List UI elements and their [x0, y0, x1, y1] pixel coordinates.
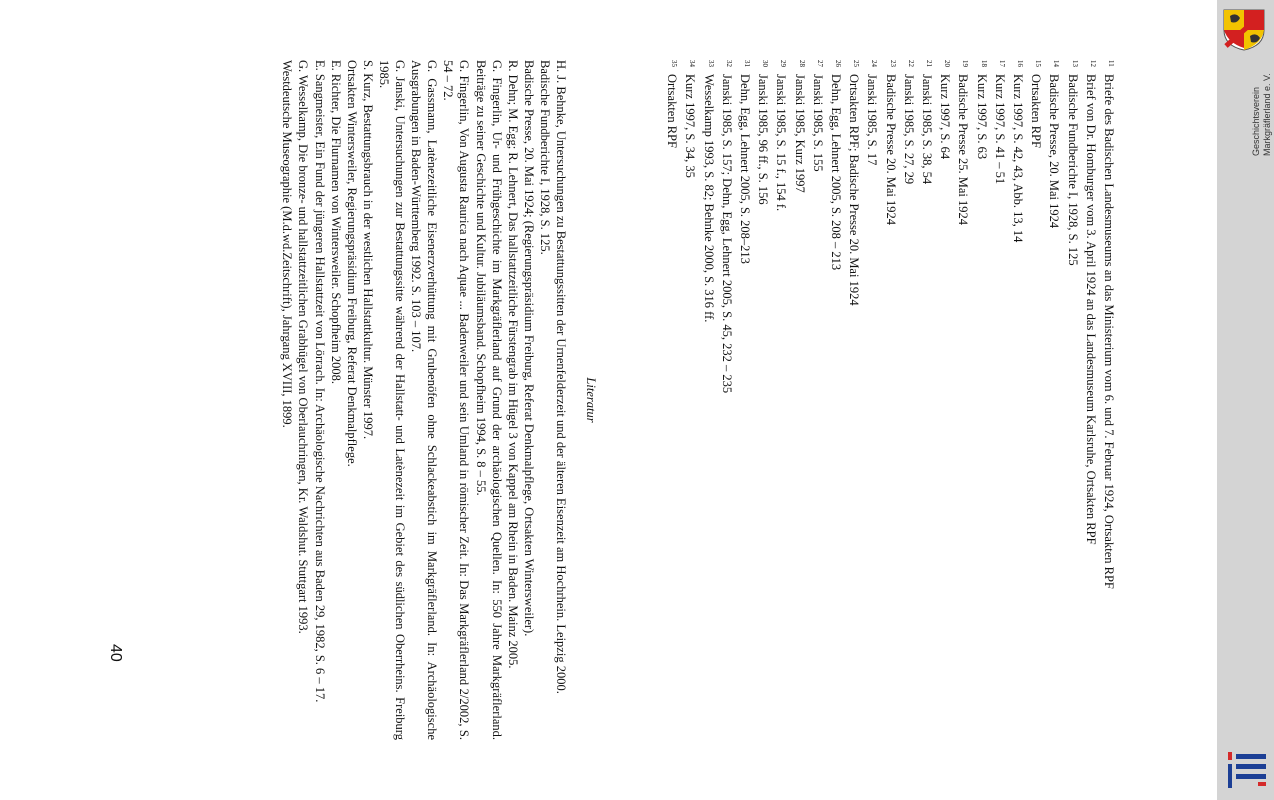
footnote-item — [937, 60, 955, 740]
footnote-number: 31 — [742, 60, 751, 67]
society-name — [1251, 0, 1273, 156]
footnote-item — [828, 60, 846, 740]
footnote-text: Wesselkamp 1993, S. 82; Behnke 2000, S. 316 ff. — [701, 74, 716, 323]
footnote-number: 29 — [779, 60, 788, 67]
footnote-number: 22 — [906, 60, 915, 67]
footnote-text: Janski 1985, S. 17 — [865, 74, 880, 166]
footnote-text: Ortsakten RPF — [1029, 74, 1044, 148]
footnote-number: 11 — [1107, 60, 1115, 67]
footnote-number: 14 — [1052, 60, 1061, 67]
footnote-item — [1028, 60, 1046, 740]
footnote-text: Janski 1985, S. 157; Dehn, Egg, Lehnert 2005, S. 45, 232 – 235 — [719, 74, 734, 394]
footnote-text: Badische Presse, 20. Mai 1924 — [1047, 74, 1062, 229]
footnote-item — [791, 60, 809, 740]
footnote-item — [719, 60, 737, 740]
footnote-number: 16 — [1015, 60, 1024, 67]
page-number: 40 — [107, 644, 124, 662]
footnote-number: 24 — [870, 60, 879, 67]
footnote-number: 21 — [924, 60, 933, 67]
footnote-text: Kurz 1997, S. 34, 35 — [683, 74, 698, 178]
literature-entry: G. Fingerlin, Von Augusta Raurica nach Aquae ... Badenweiler und sein Umland in römischer Zeit. In: Das Markgräflerland 2/2002, S. 54 – 72. — [441, 60, 472, 740]
footnote-text: Janski 1985, Kurz 1997 — [792, 74, 807, 193]
footnote-text: Kurz 1997, S. 41 – 51 — [992, 74, 1007, 185]
footnote-number: 28 — [797, 60, 806, 67]
footnote-number: 30 — [761, 60, 770, 67]
footnote-text: Dehn, Egg, Lehnert 2005, S. 208 – 213 — [828, 74, 843, 271]
footnote-item — [664, 60, 682, 740]
literature-entry: G. Fingerlin, Ur- und Frühgeschichte im Markgräflerland auf Grund der archäologischen Quellen. In: 550 Jahre Markgräflerland. Beiträge zu seiner Geschichte und Kultur. Jubiläumsband. Schopfheim 1994, S. 8 – 55. — [473, 60, 504, 740]
footnote-number: 15 — [1034, 60, 1043, 67]
footnote-item — [1064, 60, 1082, 740]
literature-entry: Ortsakten Wintersweiler, Regierungspräsidium Freiburg, Referat Denkmalpflege. — [344, 60, 359, 467]
footnote-number: 33 — [706, 60, 715, 67]
footnote-text: Kurz 1997, S. 63 — [974, 74, 989, 160]
footnote-item — [919, 60, 937, 740]
footnote-number: 17 — [997, 60, 1006, 67]
footnote-item — [882, 60, 900, 740]
footnote-text: Briefe des Badischen Landesmuseums an das Ministerium vom 6. und 7. Februar 1924, Ortsakten RPF — [1102, 74, 1116, 589]
footnote-number: 25 — [852, 60, 861, 67]
footnote-number: 27 — [815, 60, 824, 67]
footnote-item — [755, 60, 773, 740]
page-content — [107, 60, 1116, 740]
footnote-text: Janski 1985, S. 15 f., 154 f. — [774, 74, 789, 212]
footnote-text: Ortsakten RPF — [665, 74, 680, 148]
footnote-item — [1046, 60, 1064, 740]
footnote-item — [700, 60, 718, 740]
literature-entry: G. Wesselkamp, Die bronze- und hallstattzeitlichen Grabhügel von Oberlauchringen, Kr. Waldshut. Stuttgart 1993. — [296, 60, 311, 634]
literature-entry: Badische Fundberichte I, 1928, S. 125. — [537, 60, 552, 255]
footnote-text: Janski 1985, S. 155 — [810, 74, 825, 172]
footnote-number: 32 — [724, 60, 733, 67]
footnote-item — [901, 60, 919, 740]
literature-entry: Badische Presse, 20. Mai 1924; (Regierungspräsidium Freiburg, Referat Denkmalpflege, Ortsakten Wintersweiler). — [521, 60, 536, 637]
footnote-number: 26 — [833, 60, 842, 67]
footnote-text: Badische Presse 20. Mai 1924 — [883, 74, 898, 226]
footnote-item — [973, 60, 991, 740]
footnote-number: 34 — [688, 60, 697, 67]
literature-entry: R. Dehn; M. Egg; R. Lehnert, Das hallstattzeitliche Fürstengrab im Hügel 3 von Kappel am Rhein in Baden. Mainz 2005. — [505, 60, 520, 669]
literature-entry: G. Gassmann, Latènezeitliche Eisenerzverhüttung mit Grubenöfen ohne Schlackeabstich im Markgräflerland. In: Archäologische Ausgrabungen in Baden-Württemberg 1992. S. 103 – 107. — [409, 60, 440, 740]
footnote-item — [737, 60, 755, 740]
footnote-item — [992, 60, 1010, 740]
footnote-text: Brief von Dr. Homburger vom 3. April 1924 an das Landesmuseum Karlsruhe, Ortsakten RPF — [1083, 74, 1098, 545]
literature-entry: Westdeutsche Museographie (M.d.wd.Zeitschrift), Jahrgang XVIII, 1899. — [280, 60, 295, 428]
footnote-item — [864, 60, 882, 740]
footnote-list — [664, 60, 1119, 740]
footnote-number: 23 — [888, 60, 897, 67]
literature-entry: G. Janski, Untersuchungen zur Bestattungssitte während der Hallstatt- und Latènezeit im Gebiet des südlichen Oberrheins. Freiburg 1985. — [376, 60, 408, 740]
literature-entry: S. Kurz, Bestattungsbrauch in der westlichen Hallstattkultur. Münster 1997. — [360, 60, 375, 440]
footnote-text: Janski 1985, S. 38, 54 — [919, 74, 934, 185]
footnote-text: Janski 1985, S. 27, 29 — [901, 74, 916, 185]
footnote-item — [810, 60, 828, 740]
literature-list — [279, 60, 569, 740]
footnote-number: 13 — [1070, 60, 1079, 67]
society-name-line1: Geschichtsverein — [1251, 86, 1261, 156]
footnote-number: 35 — [670, 60, 679, 67]
footnote-item — [682, 60, 700, 740]
footnote-number: 12 — [1088, 60, 1097, 67]
footnote-text: Dehn, Egg, Lehnert 2005, S. 208–213 — [737, 74, 752, 264]
literature-entry: E. Sangmeister, Ein Fund der jüngeren Hallstattzeit von Lörrach. In: Archäologische Nachrichten aus Baden 29, 1982, S. 6 – 17. — [312, 60, 327, 703]
footnote-item — [1101, 60, 1119, 740]
footnote-item — [773, 60, 791, 740]
footnote-item — [1083, 60, 1101, 740]
footnote-text: Badische Fundberichte I, 1928, S. 125 — [1065, 74, 1080, 266]
footnote-text: Ortsakten RPF; Badische Presse 20. Mai 1924 — [847, 74, 862, 306]
society-name-line2: Markgräflerland e. V. — [1262, 73, 1272, 156]
literature-entry: H. J. Behnke, Untersuchungen zu Bestattungssitten der Urnenfelderzeit und der älteren Eisenzeit am Hochrhein. Leipzig 2000. — [554, 60, 568, 694]
university-library-logo-icon[interactable] — [1222, 748, 1270, 792]
footnote-text: Badische Presse 25. Mai 1924 — [956, 74, 971, 226]
literature-entry: E. Richter, Die Flurnamen von Wintersweiler. Schopfheim 2008. — [328, 60, 343, 385]
footnote-number: 18 — [979, 60, 988, 67]
footnote-item — [846, 60, 864, 740]
footnote-item — [1010, 60, 1028, 740]
footnote-text: Kurz 1997, S. 42, 43, Abb. 13, 14 — [1010, 74, 1025, 243]
literature-heading: Literatur — [584, 377, 598, 423]
footnote-number: 19 — [961, 60, 970, 67]
footnote-text: Kurz 1997, S. 64 — [938, 74, 953, 160]
footnote-number: 20 — [943, 60, 952, 67]
footnote-item — [955, 60, 973, 740]
footnote-text: Janski 1985, 96 ff., S. 156 — [756, 74, 771, 205]
